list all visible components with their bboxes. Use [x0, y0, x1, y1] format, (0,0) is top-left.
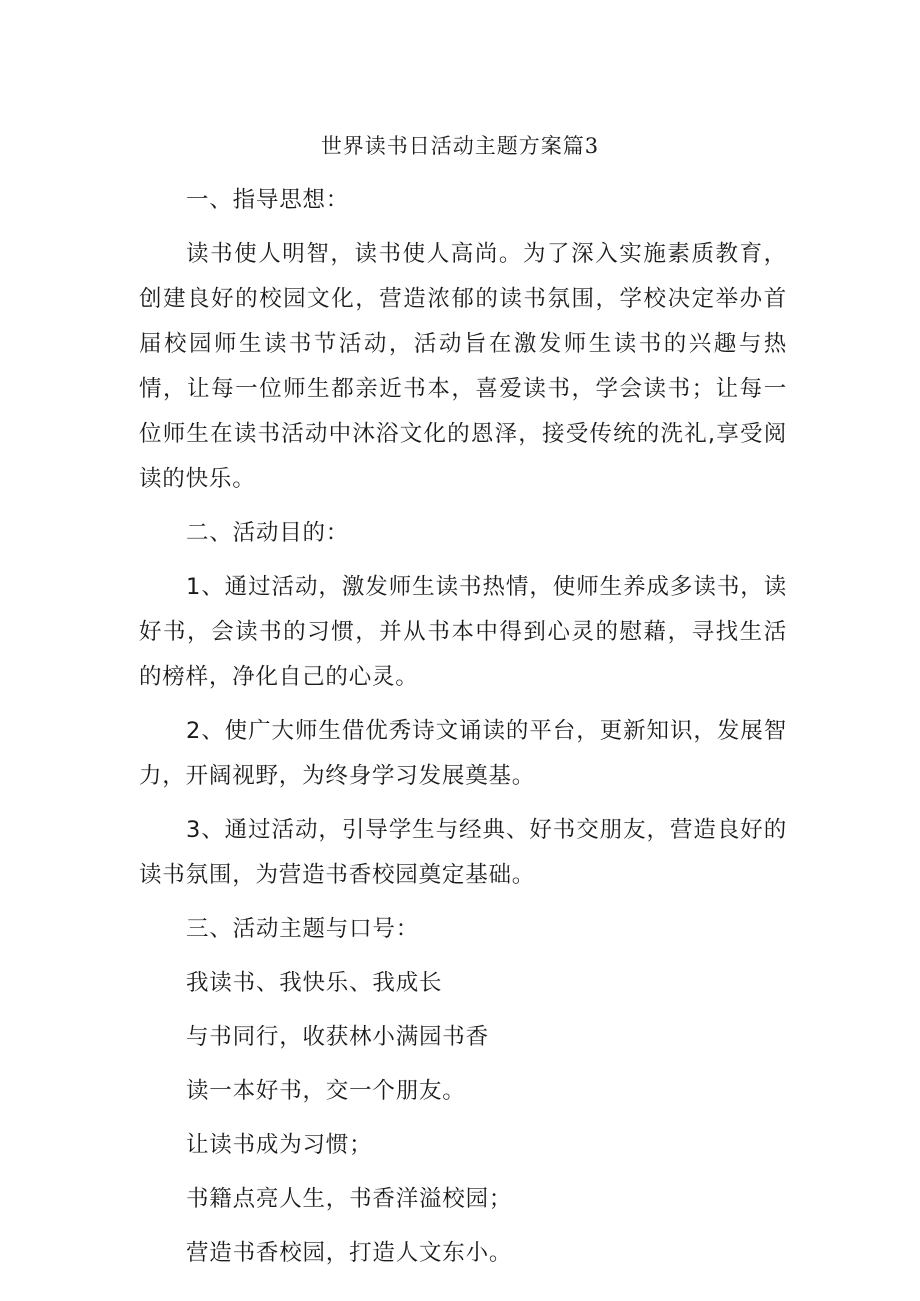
document-body: [139, 178, 787, 1276]
section-heading-theme-slogans: 三、活动主题与口号：: [186, 916, 420, 942]
goal-item-3: 3、通过活动，引导学生与经典、好书交朋友，营造良好的读书氛围，为营造书香校园奠定基础。: [139, 817, 787, 888]
slogan-item: 读一本好书，交一个朋友。: [186, 1078, 466, 1104]
section-heading-guiding-thought: 一、指导思想：: [186, 187, 350, 213]
slogan-item: 与书同行，收获林小满园书香: [186, 1024, 489, 1050]
document-title: 世界读书日活动主题方案篇3: [320, 134, 600, 158]
slogan-item: 我读书、我快乐、我成长: [186, 970, 443, 996]
section-heading-activity-goals: 二、活动目的：: [186, 520, 350, 546]
slogan-item: 书籍点亮人生，书香洋溢校园；: [186, 1186, 513, 1212]
slogan-item: 营造书香校园，打造人文东小。: [186, 1240, 513, 1266]
goal-item-2: 2、使广大师生借优秀诗文诵读的平台，更新知识，发展智力，开阔视野，为终身学习发展奠基。: [139, 718, 787, 789]
paragraph-guiding-thought: 读书使人明智，读书使人高尚。为了深入实施素质教育，创建良好的校园文化，营造浓郁的读书氛围，学校决定举办首届校园师生读书节活动，活动旨在激发师生读书的兴趣与热情，让每一位师生都亲近书本，喜爱读书，学会读书；让每一位师生在读书活动中沐浴文化的恩泽，接受传统的洗礼,享受阅读的快乐。: [139, 241, 787, 492]
slogan-item: 让读书成为习惯；: [186, 1132, 373, 1158]
goal-item-1: 1、通过活动，激发师生读书热情，使师生养成多读书，读好书，会读书的习惯，并从书本中得到心灵的慰藉，寻找生活的榜样，净化自己的心灵。: [139, 574, 787, 690]
